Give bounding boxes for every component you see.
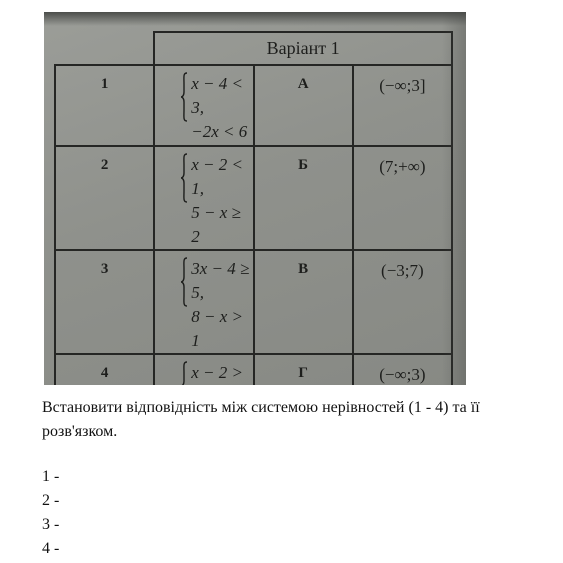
- matching-table: [54, 31, 453, 385]
- solution-interval: [353, 354, 452, 385]
- inequality-line-1: 3x − 4 ≥ 5,: [191, 259, 250, 302]
- table-row: [55, 65, 452, 146]
- header-blank-cell: [55, 32, 154, 65]
- solution-letter: А: [254, 65, 353, 146]
- brace-icon: [181, 361, 188, 385]
- interval-text: (−3;7): [381, 261, 424, 280]
- inequality-line-2: −2x < 6: [191, 122, 248, 141]
- brace-icon: [181, 153, 188, 249]
- inequality-system: [154, 354, 253, 385]
- system-number: 1: [55, 65, 154, 146]
- brace-icon: [181, 72, 188, 144]
- solution-interval: [353, 250, 452, 354]
- inequality-system: [154, 146, 253, 250]
- task-question: Встановити відповідність між системою нерівностей (1 - 4) та її розв'язком.: [42, 399, 480, 440]
- answer-line: 1 -: [42, 468, 60, 485]
- variant-title: Варіант 1: [154, 32, 452, 65]
- interval-text: (7;+∞): [379, 157, 426, 176]
- table-row: [55, 354, 452, 385]
- inequality-line-1: x − 4 < 3,: [191, 74, 243, 117]
- inequality-line-1: x − 2 >: [191, 363, 243, 382]
- solution-letter: Б: [254, 146, 353, 250]
- system-number: 2: [55, 146, 154, 250]
- inequality-system: [154, 250, 253, 354]
- solution-letter: В: [254, 250, 353, 354]
- worksheet-photo: [44, 12, 466, 385]
- answer-line: 3 -: [42, 516, 60, 533]
- brace-icon: [181, 257, 188, 353]
- answer-line: 4 -: [42, 540, 60, 557]
- inequality-system: [154, 65, 253, 146]
- solution-interval: [353, 146, 452, 250]
- photo-shadow: [44, 12, 466, 26]
- table-row: [55, 250, 452, 354]
- solution-interval: [353, 65, 452, 146]
- interval-text: (−∞;3]: [379, 76, 426, 95]
- inequality-line-2: 8 − x > 1: [191, 307, 243, 350]
- system-number: 3: [55, 250, 154, 354]
- photo-edge-shadow: [442, 12, 466, 385]
- solution-letter: Г: [254, 354, 353, 385]
- table-header-row: [55, 32, 452, 65]
- inequality-line-2: 5 − x ≥ 2: [191, 203, 241, 246]
- inequality-line-1: x − 2 < 1,: [191, 155, 243, 198]
- interval-text: (−∞;3): [379, 365, 426, 384]
- answer-list: [42, 465, 59, 561]
- table-row: [55, 146, 452, 250]
- answer-line: 2 -: [42, 492, 60, 509]
- system-number: 4: [55, 354, 154, 385]
